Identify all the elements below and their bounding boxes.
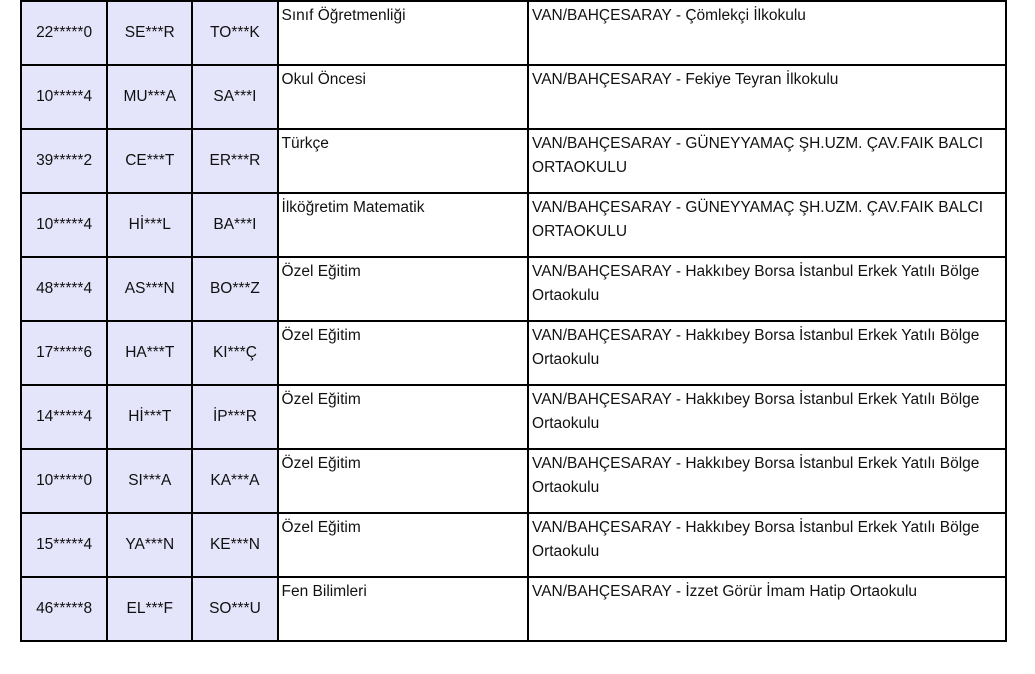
masked-id-cell: 22*****0 [21, 1, 107, 65]
school-cell: VAN/BAHÇESARAY - Hakkıbey Borsa İstanbul Erkek Yatılı Bölge Ortaokulu [528, 321, 1006, 385]
masked-surname-cell: BA***I [192, 193, 277, 257]
branch-cell: Fen Bilimleri [278, 577, 529, 641]
school-cell: VAN/BAHÇESARAY - Hakkıbey Borsa İstanbul Erkek Yatılı Bölge Ortaokulu [528, 385, 1006, 449]
masked-name-cell: Hİ***L [107, 193, 192, 257]
table-row [21, 65, 1006, 129]
school-cell: VAN/BAHÇESARAY - Hakkıbey Borsa İstanbul Erkek Yatılı Bölge Ortaokulu [528, 257, 1006, 321]
masked-name-cell: YA***N [107, 513, 192, 577]
branch-cell: Okul Öncesi [278, 65, 529, 129]
masked-name-cell: CE***T [107, 129, 192, 193]
school-cell: VAN/BAHÇESARAY - Fekiye Teyran İlkokulu [528, 65, 1006, 129]
school-cell: VAN/BAHÇESARAY - Hakkıbey Borsa İstanbul Erkek Yatılı Bölge Ortaokulu [528, 449, 1006, 513]
table-row [21, 513, 1006, 577]
masked-id-cell: 10*****4 [21, 193, 107, 257]
branch-cell: İlköğretim Matematik [278, 193, 529, 257]
branch-cell: Özel Eğitim [278, 321, 529, 385]
table-row [21, 1, 1006, 65]
branch-cell: Sınıf Öğretmenliği [278, 1, 529, 65]
school-cell: VAN/BAHÇESARAY - GÜNEYYAMAÇ ŞH.UZM. ÇAV.FAIK BALCI ORTAOKULU [528, 193, 1006, 257]
school-cell: VAN/BAHÇESARAY - Hakkıbey Borsa İstanbul Erkek Yatılı Bölge Ortaokulu [528, 513, 1006, 577]
masked-id-cell: 39*****2 [21, 129, 107, 193]
masked-surname-cell: İP***R [192, 385, 277, 449]
branch-cell: Türkçe [278, 129, 529, 193]
masked-surname-cell: SO***U [192, 577, 277, 641]
masked-id-cell: 14*****4 [21, 385, 107, 449]
school-cell: VAN/BAHÇESARAY - GÜNEYYAMAÇ ŞH.UZM. ÇAV.FAIK BALCI ORTAOKULU [528, 129, 1006, 193]
masked-id-cell: 48*****4 [21, 257, 107, 321]
masked-id-cell: 15*****4 [21, 513, 107, 577]
table-row [21, 385, 1006, 449]
masked-name-cell: MU***A [107, 65, 192, 129]
branch-cell: Özel Eğitim [278, 385, 529, 449]
table-row [21, 449, 1006, 513]
masked-surname-cell: TO***K [192, 1, 277, 65]
masked-surname-cell: KE***N [192, 513, 277, 577]
masked-surname-cell: SA***I [192, 65, 277, 129]
school-cell: VAN/BAHÇESARAY - Çömlekçi İlkokulu [528, 1, 1006, 65]
masked-id-cell: 10*****4 [21, 65, 107, 129]
masked-name-cell: HA***T [107, 321, 192, 385]
masked-name-cell: AS***N [107, 257, 192, 321]
table-row [21, 257, 1006, 321]
masked-id-cell: 17*****6 [21, 321, 107, 385]
branch-cell: Özel Eğitim [278, 513, 529, 577]
branch-cell: Özel Eğitim [278, 449, 529, 513]
masked-surname-cell: KA***A [192, 449, 277, 513]
assignment-table-body [21, 1, 1006, 641]
masked-id-cell: 10*****0 [21, 449, 107, 513]
masked-name-cell: Hİ***T [107, 385, 192, 449]
masked-id-cell: 46*****8 [21, 577, 107, 641]
table-row [21, 129, 1006, 193]
school-cell: VAN/BAHÇESARAY - İzzet Görür İmam Hatip Ortaokulu [528, 577, 1006, 641]
assignment-table [20, 0, 1007, 642]
table-row [21, 193, 1006, 257]
masked-name-cell: EL***F [107, 577, 192, 641]
masked-name-cell: SI***A [107, 449, 192, 513]
masked-surname-cell: ER***R [192, 129, 277, 193]
branch-cell: Özel Eğitim [278, 257, 529, 321]
masked-surname-cell: KI***Ç [192, 321, 277, 385]
masked-surname-cell: BO***Z [192, 257, 277, 321]
masked-name-cell: SE***R [107, 1, 192, 65]
table-row [21, 321, 1006, 385]
table-row [21, 577, 1006, 641]
